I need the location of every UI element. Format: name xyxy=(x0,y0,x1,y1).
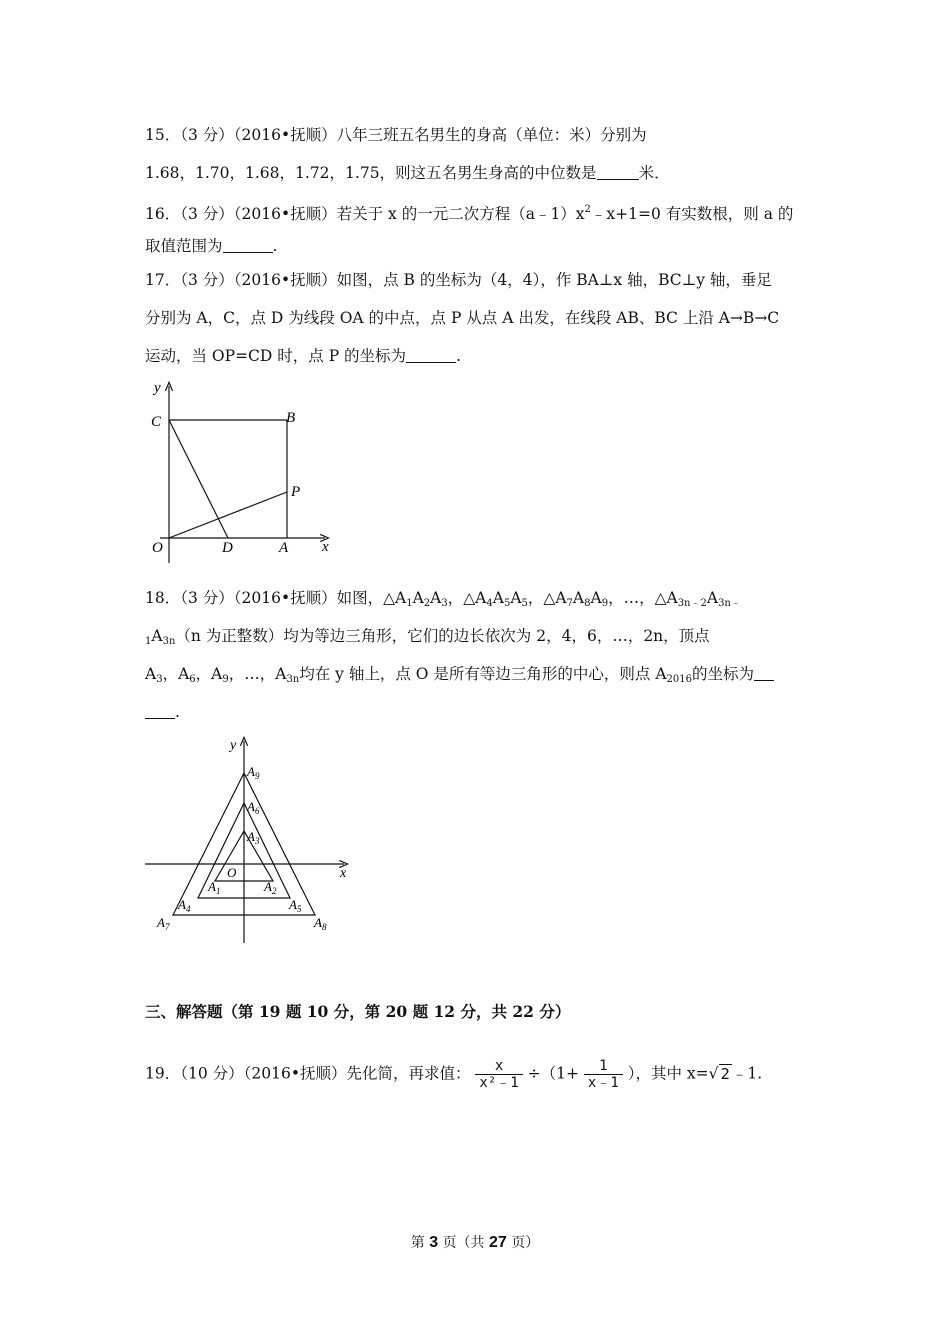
answer-blank xyxy=(597,165,639,180)
q17-line3 xyxy=(145,346,461,366)
label-A2: $A_2$ xyxy=(264,879,277,896)
q19-division: ÷（1+ xyxy=(527,1064,579,1083)
answer-blank xyxy=(223,238,273,253)
q18-text3: 均在 y 轴上，点 O 是所有等边三角形的中心，则点 A xyxy=(299,665,667,683)
q17-text: 运动，当 OP=CD 时，点 P 的坐标为 xyxy=(145,347,407,365)
fraction-numerator: 1 xyxy=(584,1058,623,1075)
q15-line1: 15．（3 分）（2016•抚顺）八年三班五名男生的身高（单位：米）分别为 xyxy=(145,126,647,144)
q19-fraction-2 xyxy=(584,1058,623,1091)
label-A6: $A_6$ xyxy=(247,799,260,816)
footer-text: 页（共 xyxy=(438,1235,489,1251)
q16-period: . xyxy=(272,237,278,255)
q18-subscript: 2016 xyxy=(666,674,692,685)
q15-line2 xyxy=(145,163,670,183)
footer-text: 第 xyxy=(410,1235,430,1251)
label-A8: $A_8$ xyxy=(314,915,327,932)
segment-CD xyxy=(169,420,228,538)
q18-text: 18．（3 分）（2016•抚顺）如图，△A xyxy=(145,589,407,607)
label-A9: $A_9$ xyxy=(247,764,260,781)
answer-blank xyxy=(145,704,175,719)
q18-line1: 18．（3 分）（2016•抚顺）如图，$\triangle A_1A_2A_3$，$\triangle A_4A_5A_5$，$\triangle A_7A_8A_9$，…，$\triangle A_{3n﹣2}A_{3n﹣}$ xyxy=(145,589,741,609)
q18-text3-end: 的坐标为 xyxy=(692,665,755,683)
q18-line4 xyxy=(145,702,180,722)
label-D: D xyxy=(222,540,233,556)
label-O: O xyxy=(227,865,237,880)
label-y: y xyxy=(154,380,161,396)
sqrt-radicand: 2 xyxy=(720,1064,730,1083)
label-A4: $A_4$ xyxy=(178,897,191,914)
q17-figure xyxy=(140,378,350,568)
q17-line2: 分别为 A，C，点 D 为线段 OA 的中点，点 P 从点 A 出发，在线段 AB、BC 上沿 A→B→C xyxy=(145,309,780,327)
label-C: C xyxy=(151,414,162,430)
section-heading: 三、解答题（第 19 题 10 分，第 20 题 12 分，共 22 分） xyxy=(145,1002,571,1021)
q15-text: 1.68，1.70，1.68，1.72，1.75，则这五名男生身高的中位数是 xyxy=(145,164,597,182)
label-O: O xyxy=(152,540,163,556)
q19-fraction-1 xyxy=(475,1058,522,1091)
fraction-denominator: x﹣1 xyxy=(587,1075,619,1091)
sqrt-symbol: √ 2 xyxy=(708,1064,730,1083)
q18-line2: $_1A_{3n}(n$ 为正整数）均为等边三角形，它们的边长依次为 2，4，6，…，2n，顶点 xyxy=(145,627,710,647)
label-A7: $A_7$ xyxy=(157,915,170,932)
page-footer xyxy=(0,1232,950,1252)
label-x: x xyxy=(340,866,347,881)
label-y: y xyxy=(230,738,237,753)
q19-line xyxy=(145,1058,762,1091)
label-P: P xyxy=(291,484,301,500)
q18-text2: （n 为正整数）均为等边三角形，它们的边长依次为 2，4，6，…，2n，顶点 xyxy=(175,627,710,645)
total-pages: 27 xyxy=(489,1234,507,1251)
q16-text2: 取值范围为 xyxy=(145,237,223,255)
q19-end: ﹣1. xyxy=(731,1064,763,1083)
q16-exponent: 2 xyxy=(584,204,591,215)
fraction-numerator: x xyxy=(475,1058,522,1075)
answer-blank xyxy=(754,666,774,681)
fraction-denominator: x²﹣1 xyxy=(479,1075,519,1091)
q19-text: 19．（10 分）（2016•抚顺）先化简，再求值： xyxy=(145,1064,471,1083)
answer-blank xyxy=(406,348,456,363)
q18-period: . xyxy=(175,703,180,721)
footer-text: 页） xyxy=(506,1235,540,1251)
page-number: 3 xyxy=(429,1234,439,1251)
label-A3: $A_3$ xyxy=(247,829,260,846)
q16-line2 xyxy=(145,236,277,256)
q15-unit: 米． xyxy=(638,164,670,182)
label-A: A xyxy=(279,540,289,556)
q18-figure xyxy=(140,733,360,948)
label-A5: $A_5$ xyxy=(289,897,302,914)
q17-line1: 17．（3 分）（2016•抚顺）如图，点 B 的坐标为（4，4），作 BA⊥x 轴，BC⊥y 轴，垂足 xyxy=(145,271,772,289)
q16-text-end: ﹣x+1=0 有实数根，则 a 的 xyxy=(590,205,794,223)
q16-text: 16．（3 分）（2016•抚顺）若关于 x 的一元二次方程（a﹣1）x xyxy=(145,205,585,223)
q17-period: . xyxy=(456,347,461,365)
q16-line1 xyxy=(145,200,793,224)
segment-OP xyxy=(169,492,287,538)
label-B: B xyxy=(286,410,296,426)
q19-condition: ），其中 x= xyxy=(627,1064,709,1083)
label-x: x xyxy=(322,539,329,555)
q18-line3: $A_3$，$A_6$，$A_9$，…，$A_{3n}$均在 y 轴上，点 O 是所有等边三角形的中心，则点 $A_{2016}$的坐标为 xyxy=(145,664,774,690)
label-A1: $A_1$ xyxy=(208,879,221,896)
